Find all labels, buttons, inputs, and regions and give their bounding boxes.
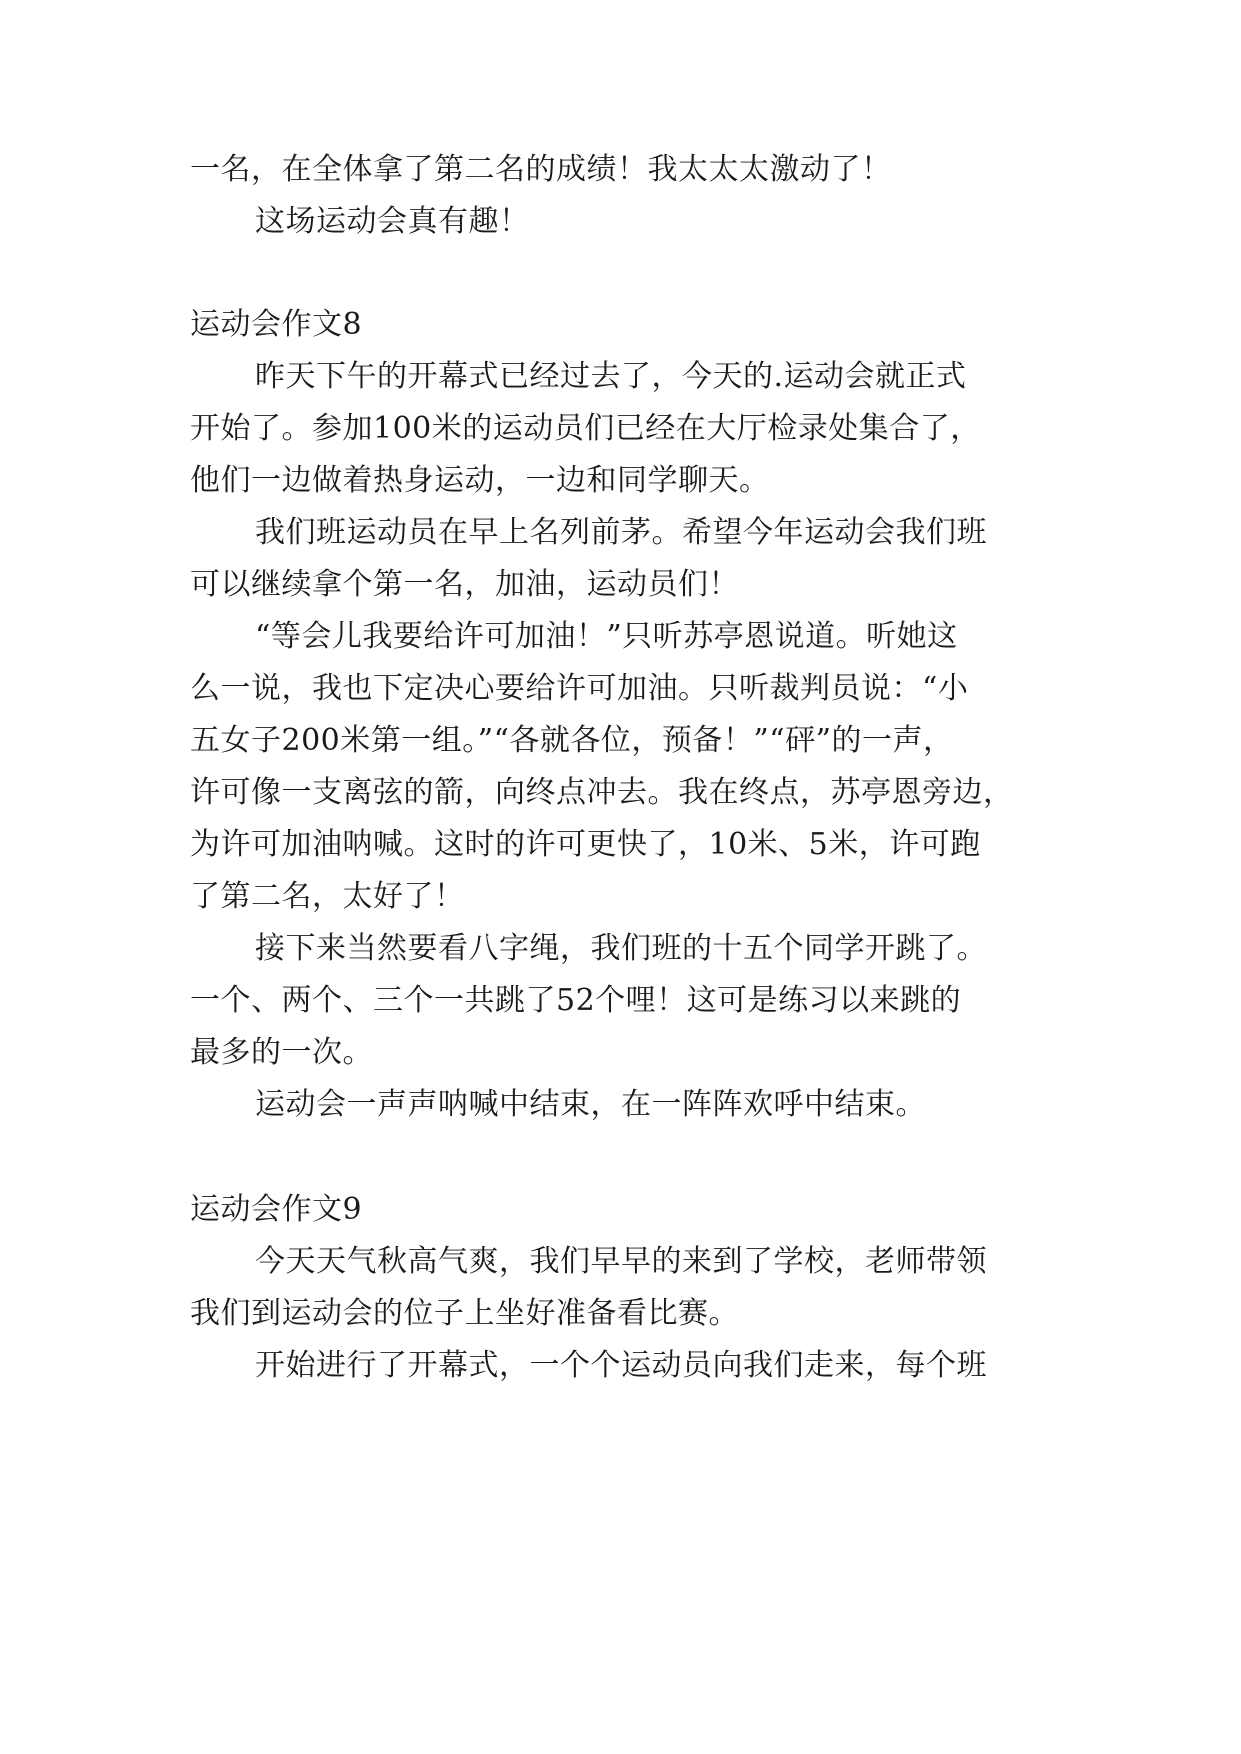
- text-line: 这场运动会真有趣！: [255, 204, 530, 239]
- text-line: 接下来当然要看八字绳，我们班的十五个同学开跳了。: [255, 931, 987, 966]
- text-line: 我们到运动会的位子上坐好准备看比赛。: [190, 1296, 739, 1331]
- text-line: 昨天下午的开幕式已经过去了，今天的.运动会就正式: [255, 359, 967, 394]
- text-line: 开始了。参加100米的运动员们已经在大厅检录处集合了，: [190, 411, 981, 446]
- section-heading-9: 运动会作文9: [190, 1192, 363, 1227]
- section-heading-8: 运动会作文8: [190, 307, 363, 342]
- text-line: “等会儿我要给许可加油！”只听苏亭恩说道。听她这: [255, 619, 958, 654]
- text-line: 运动会一声声呐喊中结束，在一阵阵欢呼中结束。: [255, 1087, 926, 1122]
- text-line: 么一说，我也下定决心要给许可加油。只听裁判员说：“小: [190, 671, 969, 706]
- text-line: 一名，在全体拿了第二名的成绩！我太太太激动了！: [190, 152, 892, 187]
- text-line: 开始进行了开幕式，一个个运动员向我们走来，每个班: [255, 1348, 987, 1383]
- text-line: 了第二名，太好了！: [190, 879, 465, 914]
- text-line: 我们班运动员在早上名列前茅。希望今年运动会我们班: [255, 515, 987, 550]
- text-line: 可以继续拿个第一名，加油，运动员们！: [190, 567, 739, 602]
- text-line: 他们一边做着热身运动，一边和同学聊天。: [190, 463, 770, 498]
- text-line: 五女子200米第一组。”“各就各位，预备！”“砰”的一声，: [190, 723, 954, 758]
- text-line: 为许可加油呐喊。这时的许可更快了，10米、5米，许可跑: [190, 827, 981, 862]
- text-line: 最多的一次。: [190, 1035, 373, 1070]
- text-line: 一个、两个、三个一共跳了52个哩！这可是练习以来跳的: [190, 983, 962, 1018]
- text-line: 今天天气秋高气爽，我们早早的来到了学校，老师带领: [255, 1244, 987, 1279]
- text-line: 许可像一支离弦的箭，向终点冲去。我在终点，苏亭恩旁边，: [190, 775, 1014, 810]
